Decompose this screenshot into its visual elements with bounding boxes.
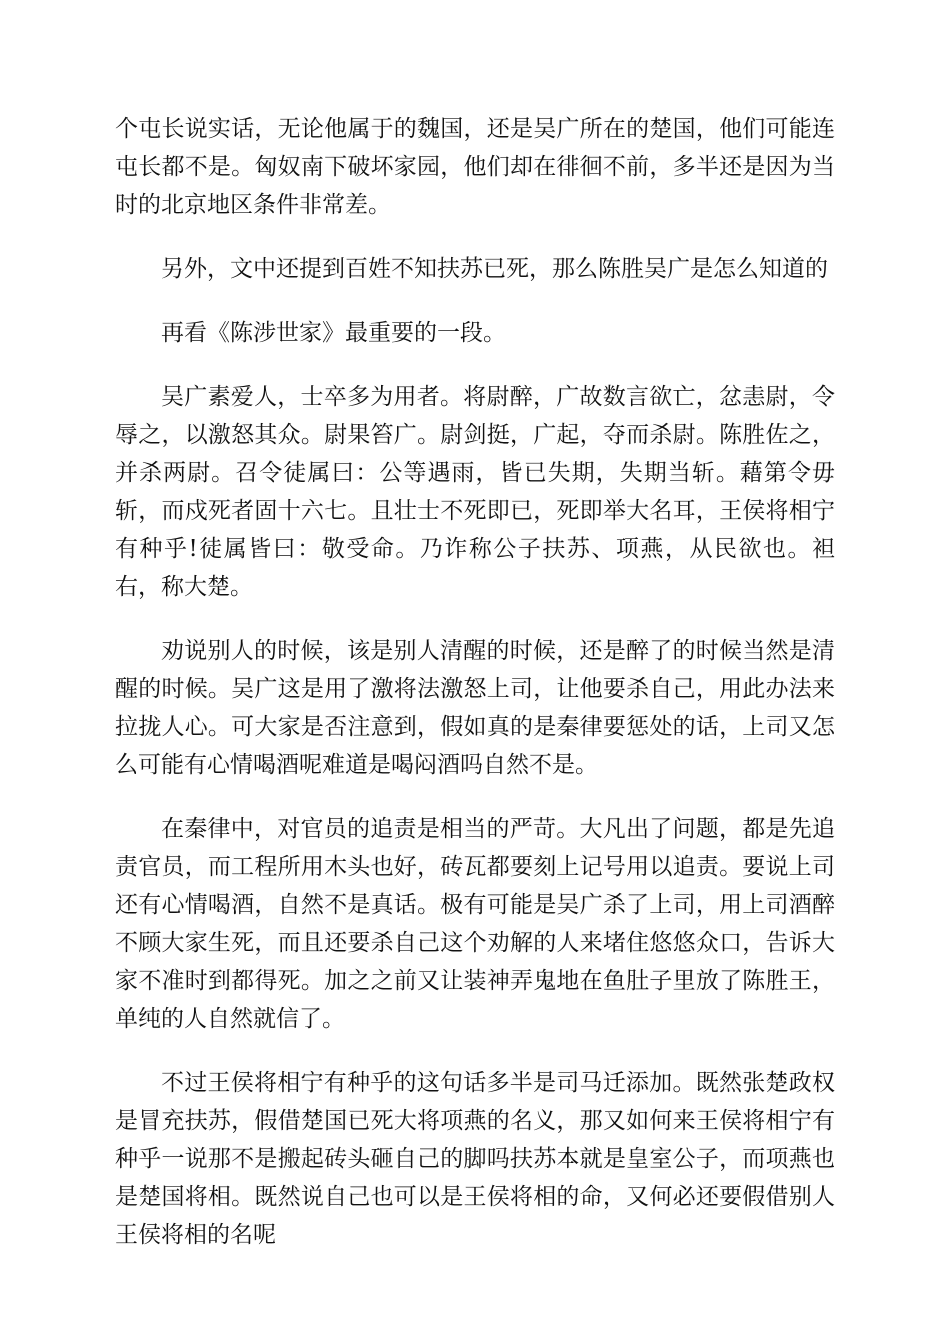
paragraph-3: 再看《陈涉世家》最重要的一段。: [161, 320, 506, 346]
paragraph-2: 另外，文中还提到百姓不知扶苏已死，那么陈胜吴广是怎么知道的: [161, 256, 828, 282]
document-body: [115, 110, 835, 1280]
paragraph-1: 个屯长说实话，无论他属于的魏国，还是吴广所在的楚国，他们可能连屯长都不是。匈奴南下破坏家园，他们却在徘徊不前，多半还是因为当时的北京地区条件非常差。: [115, 116, 835, 218]
paragraph-4-quote: 吴广素爱人，士卒多为用者。将尉醉，广故数言欲亡，忿恚尉，令辱之，以激怒其众。尉果笞广。尉剑挺，广起，夺而杀尉。陈胜佐之，并杀两尉。召令徒属曰：公等遇雨，皆已失期，失期当斩。藉第令毋斩，而戍死者固十六七。且壮士不死即已，死即举大名耳，王侯将相宁有种乎!徒属皆曰：敬受命。乃诈称公子扶苏、项燕，从民欲也。袒右，称大楚。: [115, 384, 835, 600]
paragraph-7: 不过王侯将相宁有种乎的这句话多半是司马迁添加。既然张楚政权是冒充扶苏，假借楚国已死大将项燕的名义，那又如何来王侯将相宁有种乎一说那不是搬起砖头砸自己的脚吗扶苏本就是皇室公子，而项燕也是楚国将相。既然说自己也可以是王侯将相的命，又何必还要假借别人王侯将相的名呢: [115, 1070, 835, 1248]
paragraph-5: 劝说别人的时候，该是别人清醒的时候，还是醉了的时候当然是清醒的时候。吴广这是用了激将法激怒上司，让他要杀自己，用此办法来拉拢人心。可大家是否注意到，假如真的是秦律要惩处的话，上司又怎么可能有心情喝酒呢难道是喝闷酒吗自然不是。: [115, 638, 835, 778]
paragraph-6: 在秦律中，对官员的追责是相当的严苛。大凡出了问题，都是先追责官员，而工程所用木头也好，砖瓦都要刻上记号用以追责。要说上司还有心情喝酒，自然不是真话。极有可能是吴广杀了上司，用上司酒醉不顾大家生死，而且还要杀自己这个劝解的人来堵住悠悠众口，告诉大家不准时到都得死。加之之前又让装神弄鬼地在鱼肚子里放了陈胜王，单纯的人自然就信了。: [115, 816, 835, 1032]
